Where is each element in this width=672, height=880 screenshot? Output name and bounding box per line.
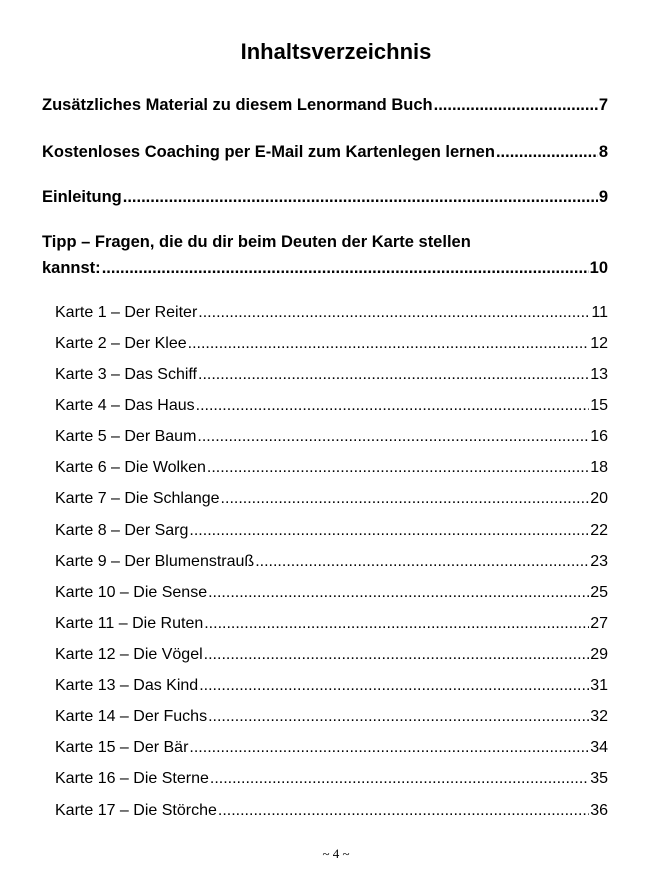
toc-entry-card[interactable] [55,581,608,605]
toc-entry-card[interactable] [55,363,608,387]
page-number-footer: ~ 4 ~ [322,846,350,861]
toc-entry-card[interactable] [55,519,608,543]
toc-entry-card[interactable] [55,394,608,418]
toc-entry-tipp[interactable] [42,256,608,280]
toc-entry-title: kannst: [42,259,101,277]
toc-entry-tipp-line1[interactable]: Tipp – Fragen, die du dir beim Deuten der Karte stellen [42,233,471,251]
toc-entry-title: Karte 11 – Die Ruten [55,615,204,632]
toc-dot-leader [123,185,598,209]
toc-entry-introduction[interactable] [42,185,608,209]
toc-entry-title: Kostenloses Coaching per E-Mail zum Kartenlegen lernen [42,143,495,161]
toc-page-number: 11 [591,304,608,321]
toc-dot-leader [197,425,589,449]
toc-page-number: 35 [590,770,608,787]
toc-entry-additional-material[interactable] [42,93,608,117]
toc-entry-title: Karte 2 – Der Klee [55,335,187,352]
toc-entry-title: Karte 3 – Das Schiff [55,366,197,383]
toc-entry-card[interactable] [55,799,608,823]
toc-dot-leader [199,674,589,698]
toc-entry-card[interactable] [55,550,608,574]
toc-entry-card[interactable] [55,332,608,356]
toc-entry-title: Karte 14 – Der Fuchs [55,708,208,725]
toc-entry-card[interactable] [55,767,608,791]
toc-page-number: 12 [590,335,608,352]
toc-dot-leader [208,705,589,729]
toc-dot-leader [204,612,589,636]
toc-dot-leader [198,301,590,325]
toc-dot-leader [496,140,598,164]
toc-page-number: 23 [590,553,608,570]
toc-page-number: 18 [590,459,608,476]
toc-page-number: 32 [590,708,608,725]
toc-page-number: 16 [590,428,608,445]
toc-entry-card[interactable] [55,643,608,667]
toc-page-number: 31 [590,677,608,694]
toc-page-number: 29 [590,646,608,663]
toc-dot-leader [189,519,589,543]
toc-entry-title: Karte 4 – Das Haus [55,397,195,414]
toc-page-number: 7 [598,96,608,114]
page-title: Inhaltsverzeichnis [240,39,432,64]
toc-entry-title: Karte 13 – Das Kind [55,677,199,694]
toc-page-number: 25 [590,584,608,601]
toc-page-number: 13 [590,366,608,383]
toc-entry-title: Zusätzliches Material zu diesem Lenormand Buch [42,96,433,114]
toc-entry-title: Karte 16 – Die Sterne [55,770,209,787]
toc-entry-card[interactable] [55,301,608,325]
toc-dot-leader [188,332,590,356]
toc-dot-leader [218,799,589,823]
toc-entry-title: Karte 12 – Die Vögel [55,646,203,663]
toc-page-number: 27 [590,615,608,632]
toc-entry-title: Karte 17 – Die Störche [55,802,217,819]
toc-dot-leader [434,93,598,117]
toc-entry-title: Karte 1 – Der Reiter [55,304,198,321]
toc-dot-leader [102,256,589,280]
toc-entry-card[interactable] [55,674,608,698]
toc-entry-card[interactable] [55,456,608,480]
toc-entry-card[interactable] [55,612,608,636]
toc-page-number: 22 [590,522,608,539]
toc-entry-card[interactable] [55,425,608,449]
toc-dot-leader [204,643,590,667]
toc-dot-leader [221,487,590,511]
toc-dot-leader [189,736,589,760]
toc-page-number: 8 [598,143,608,161]
toc-entry-title: Karte 9 – Der Blumenstrauß [55,553,255,570]
toc-dot-leader [196,394,590,418]
toc-entry-card[interactable] [55,736,608,760]
toc-entry-title: Einleitung [42,188,122,206]
toc-entry-card[interactable] [55,705,608,729]
toc-page-number: 20 [590,490,608,507]
toc-dot-leader [255,550,589,574]
toc-entry-title: Karte 6 – Die Wolken [55,459,206,476]
toc-dot-leader [208,581,589,605]
toc-page-number: 15 [590,397,608,414]
toc-dot-leader [198,363,589,387]
toc-entry-title: Karte 10 – Die Sense [55,584,208,601]
toc-page-number: 34 [590,739,608,756]
toc-entry-card[interactable] [55,487,608,511]
toc-page-number: 9 [598,188,608,206]
toc-entry-title: Karte 7 – Die Schlange [55,490,220,507]
toc-dot-leader [207,456,589,480]
toc-dot-leader [210,767,589,791]
toc-page-number: 36 [590,802,608,819]
toc-entry-title: Karte 15 – Der Bär [55,739,189,756]
toc-entry-coaching[interactable] [42,140,608,164]
toc-entry-title: Karte 8 – Der Sarg [55,522,189,539]
toc-page-number: 10 [589,259,608,277]
toc-entry-title: Karte 5 – Der Baum [55,428,197,445]
